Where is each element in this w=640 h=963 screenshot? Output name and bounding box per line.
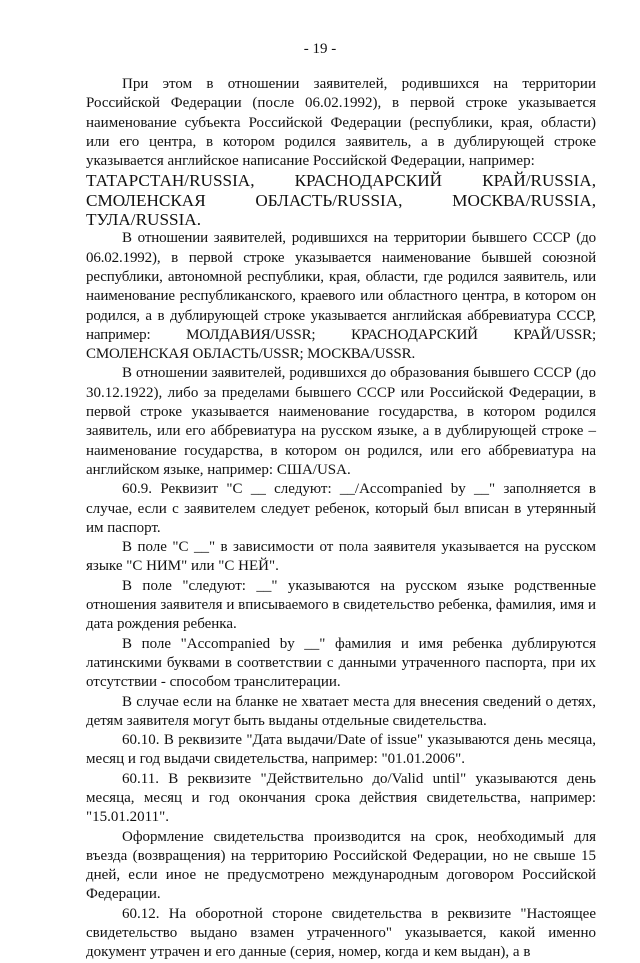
paragraph-birthplace-russia-examples: ТАТАРСТАН/RUSSIA, КРАСНОДАРСКИЙ КРАЙ/RUSSIA, СМОЛЕНСКАЯ ОБЛАСТЬ/RUSSIA, МОСКВА/RUSSIA, ТУЛА/RUSSIA. <box>86 171 596 230</box>
document-body <box>86 75 596 963</box>
paragraph-60-9-accompanied: 60.9. Реквизит "С __ следуют: __/Accompanied by __" заполняется в случае, если с заявителем следует ребенок, который был вписан в утерянный им паспорт. <box>86 481 596 536</box>
paragraph-validity-term: Оформление свидетельства производится на срок, необходимый для въезда (возвращения) на территорию Российской Федерации, но не свыше 15 дней, если иное не предусмотрено международным договором Российской Федерации. <box>86 828 596 903</box>
paragraph-field-with: В поле "С __" в зависимости от пола заявителя указывается на русском языке "С НИМ" или "С НЕЙ". <box>86 539 596 575</box>
paragraph-60-12-reverse-side: 60.12. На оборотной стороне свидетельства в реквизите "Настоящее свидетельство выдано взамен утраченного" указывается, какой именно документ утрачен и его данные (серия, номер, когда и кем выдан), а в <box>86 905 596 961</box>
paragraph-60-10-date-of-issue: 60.10. В реквизите "Дата выдачи/Date of issue" указываются день месяца, месяц и год выдачи свидетельства, например: "01.01.2006". <box>86 732 596 768</box>
paragraph-field-accompanied-by: В поле "Accompanied by __" фамилия и имя ребенка дублируются латинскими буквами в соответствии с данными утраченного паспорта, при их отсутствии - способом транслитерации. <box>86 635 596 691</box>
paragraph-birthplace-russia: При этом в отношении заявителей, родившихся на территории Российской Федерации (после 06.02.1992), в первой строке указывается наименование субъекта Российской Федерации (республики, края, области) или его центра, в котором родился заявитель, а в дублирующей строке указывается английское написание Российской Федерации, например: <box>86 76 596 170</box>
paragraph-birthplace-ussr: В отношении заявителей, родившихся на территории бывшего СССР (до 06.02.1992), в первой строке указывается наименование бывшей союзной республики, автономной республики, края, области, где родился заявитель, или наименование республиканского, краевого или областного центра, в котором он родился, а в дублирующей строке указывается английская аббревиатура СССР, например: МОЛДАВИЯ/USSR; КРАСНОДАРСКИЙ КРАЙ/USSR; СМОЛЕНСКАЯ ОБЛАСТЬ/USSR; МОСКВА/USSR. <box>86 230 596 363</box>
paragraph-birthplace-foreign: В отношении заявителей, родившихся до образования бывшего СССР (до 30.12.1922), либо за пределами бывшего СССР или Российской Федерации, в первой строке указывается наименование государства, в котором родился заявитель, или его аббревиатура на русском языке, а в дублирующей строке – наименование государства, в котором он родился, или его аббревиатура на английском языке, например: США/USA. <box>86 365 596 478</box>
page-number: - 19 - <box>303 41 337 57</box>
paragraph-field-following: В поле "следуют: __" указываются на русском языке родственные отношения заявителя и вписываемого в свидетельство ребенка, фамилия, имя и дата рождения ребенка. <box>86 577 596 633</box>
paragraph-separate-certificates: В случае если на бланке не хватает места для внесения сведений о детях, детям заявителя могут быть выданы отдельные свидетельства. <box>86 693 596 729</box>
paragraph-60-11-valid-until: 60.11. В реквизите "Действительно до/Valid until" указываются день месяца, месяц и год окончания срока действия свидетельства, например: "15.01.2011". <box>86 770 596 826</box>
